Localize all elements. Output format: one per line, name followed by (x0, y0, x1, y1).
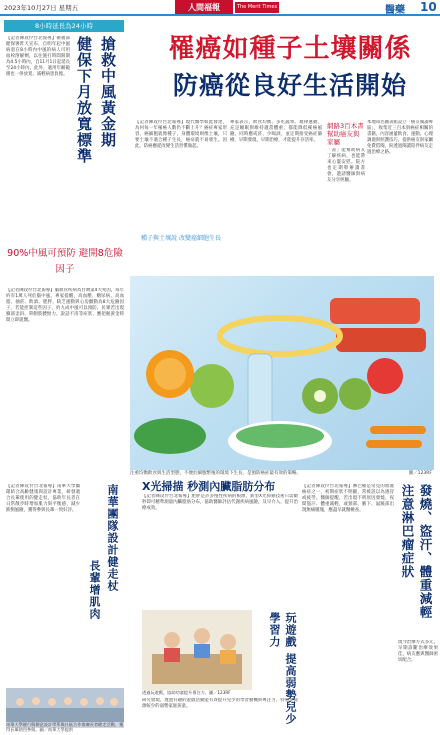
cancer-subhead-seed-soil: 種子與土壤說 改變癌細胞生長 (141, 235, 221, 242)
game-learning-body: 研究發現，透過有趣的遊戲活動能有效提升兒少的學習動機與專注力，特別是資源較少的弱勢家庭孩童。 (142, 698, 298, 709)
group-photo-illustration (6, 688, 124, 722)
cancer-subheadline: 防癌從良好生活開始 (172, 71, 407, 100)
healthy-food-photo (130, 276, 434, 470)
walking-stick-headline: 南華團隊設計健走杖 (106, 484, 119, 592)
walking-stick-body: 【記者陳玟伶台北報導】南華大學團隊結合高齡健康與設計專業，研發適合長輩使用的健走杖，協助年長者在日常散步時增加肌力與平衡感，減少跌倒風險，獲得參與長輩一致好評。 (6, 484, 80, 513)
library-article-body-2: 「書」能幫助病友了解疾病，也能帶來心靈安慰。院方也定期舉辦讀書會，邀請醫師與病友分享經驗。 (327, 148, 365, 183)
children-game-caption: 透過玩遊戲，協助幼童提升專注力。圖／123RF (142, 690, 231, 695)
stroke-headline: 搶救中風黃金期 (99, 36, 117, 148)
lymphoma-subheadline: 注意淋巴瘤症狀 (400, 484, 415, 579)
lymphoma-body-2: 現今治療方式多元，早期診斷治療效果佳，病友應與醫師密切配合。 (398, 640, 438, 663)
stroke-kicker: 8小時延長為24小時 (4, 20, 124, 32)
lymphoma-body: 【記者陳玟伶台北報導】淋巴瘤是常見的血液癌症之一，初期症狀不明顯，常被誤以為感冒或疲勞。醫師提醒，若出現不明原因發燒、夜間盜汗、體重減輕，或頸部、腋下、鼠蹊部出現無痛腫塊，應盡早就醫檢查。 (302, 484, 394, 513)
healthy-food-illustration (130, 276, 434, 470)
lymphoma-headline: 發燒、盜汗、體重減輕 (418, 484, 433, 619)
xray-body: 【記者陳玟伶台北報導】肥胖是許多慢性疾病的根源，新型X光掃描技術只需數秒即可精準測量內臟脂肪分布，協助醫師評估代謝疾病風險，及早介入，提升治療成效。 (142, 494, 298, 511)
stroke-prevention-headline: 90%中風可預防 避開8危險因子 (7, 248, 123, 275)
photo-caption: 注重均衡飲食與生活型態，不便於細胞繁殖的環境下生長，是預防癌症最有效的策略。 (130, 471, 301, 476)
issue-date: 2023年10月27日 星期五 (4, 4, 79, 12)
library-subhead: 網路3百本書 幫助癌友與家屬 (327, 122, 364, 146)
children-game-illustration (142, 610, 252, 690)
cancer-article-body: 【記者陳玟伶台北報導】現代醫學如此發達，為何每一年罹癌人數仍不斷上升？癌症專家形容，癌細胞就像種子，身體環境則像土壤，只要土壤不適合種子生長，癌症就不易發生。因此，防癌應從改變生活習慣做起。 (135, 120, 227, 149)
photo-credit: 圖／123RF (408, 471, 432, 476)
walking-stick-subheadline: 長輩增肌肉 (88, 560, 101, 620)
cancer-article-body-2: 專家表示，飲食均衡、多吃蔬果、規律運動、充足睡眠與維持適當體重，都能降低罹癌風險。同時應戒菸、少喝酒，並定期接受癌症篩檢，早期發現、早期治療，才能提升存活率。 (230, 120, 322, 143)
game-learning-headline: 玩遊戲 提高弱勢兒少學習力 (268, 612, 297, 725)
stroke-article-body: 【記者陳玟伶台北報導】衛福部健保署昨天宣布，自明年起中風病患在8小時內中風的病人可用血栓溶解劑，以往施打時間限制為4.5小時內，自11月1日起延長至24小時內。此外，適用年齡範圍也一併放寬，減輕病患負擔。 (6, 36, 70, 77)
library-article-body: 本地知名圖書館設立「癌友閱讀專區」，收集近三百本與癌症相關的書籍，內容涵蓋飲食、運動、心理調適與照護技巧，提供癌友與家屬免費借閱，盼透過閱讀陪伴病友走過治療之路。 (367, 120, 433, 155)
section-name: 醫藥 (385, 5, 405, 16)
stroke-subheadline: 健保下月放寬標準 (75, 36, 93, 164)
cancer-headline: 罹癌如種子土壤關係 (168, 34, 412, 64)
newspaper-logo-en: The Merit Times (235, 2, 279, 13)
page-number: 10 (420, 0, 437, 14)
group-photo-caption: 南華大學健行與創意設計學系與社區合作推廣長者健走活動，獲得長輩熱烈參與。圖／南華大學提供 (6, 722, 124, 732)
children-game-photo (142, 610, 252, 690)
xray-headline: X光掃描 秒測內臟脂肪分布 (142, 480, 276, 493)
stroke-prevention-body: 【記者陳玟伶台北報導】腦血管疾病為台灣第4大死因，每年約有1萬人死於腦中風。專家提醒，高血壓、糖尿病、高血脂、抽菸、飲酒、肥胖、缺乏運動與心房顫動為8大危險因子，若能控制這些因子，約九成中風可以預防。民眾若出現臉部歪斜、單側肢體無力、說話不清等症狀，應把握黃金時間立即就醫。 (6, 288, 124, 323)
newspaper-logo: 人間福報 (175, 0, 233, 14)
